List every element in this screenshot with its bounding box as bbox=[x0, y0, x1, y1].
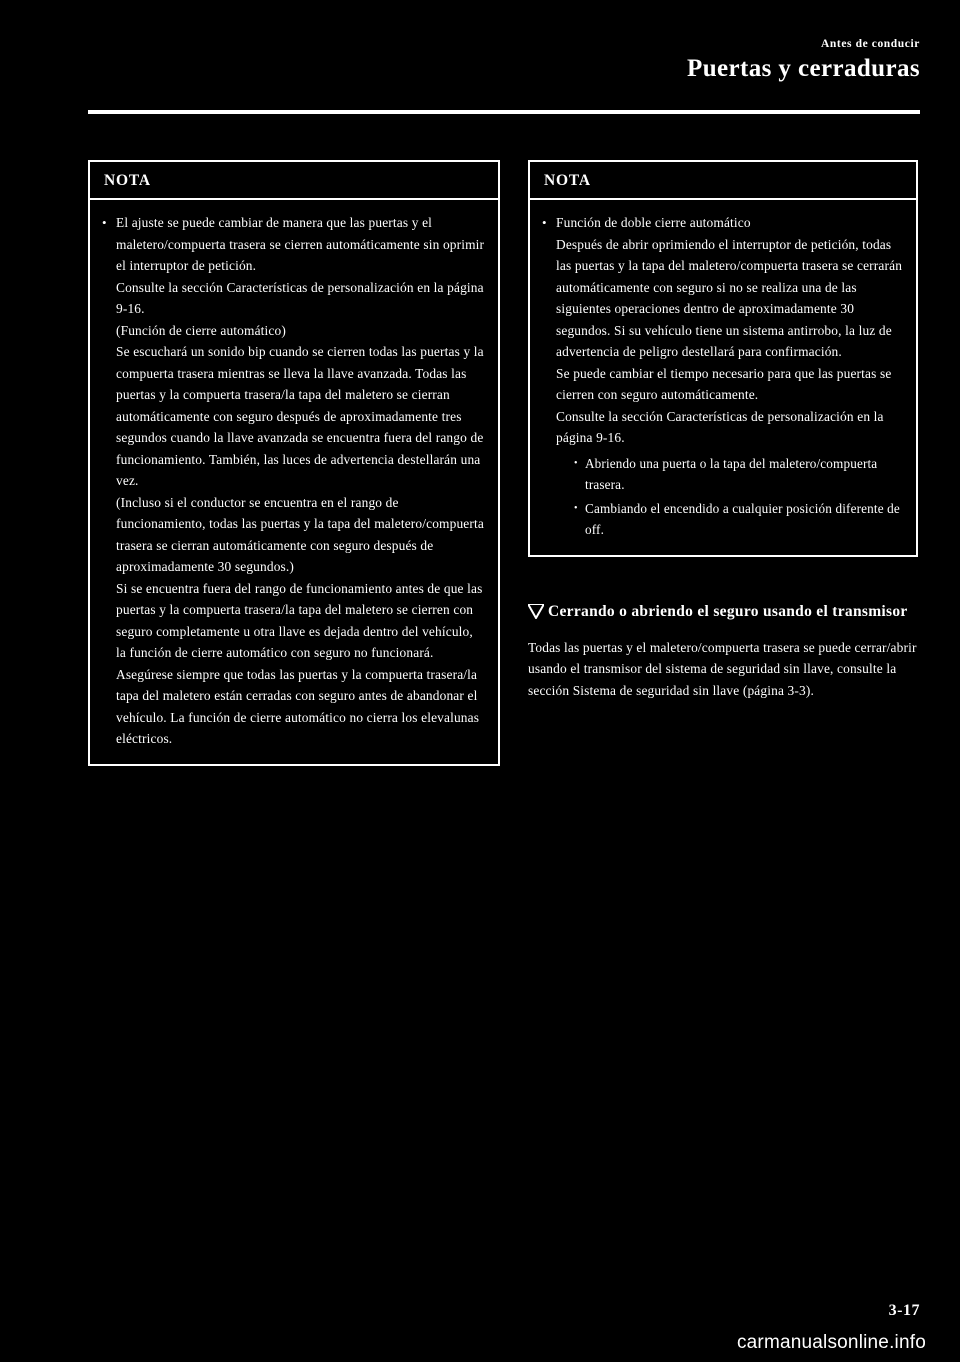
section-paragraph: Todas las puertas y el maletero/compuerta trasera se puede cerrar/abrir usando el transmisor del sistema de seguridad sin llave, consulte la sección Sistema de seguridad sin llave (página 3-3). bbox=[528, 639, 917, 698]
note-paragraph: Consulte la sección Características de personalización en la página 9-16. bbox=[556, 408, 884, 445]
bullet-marker-icon: • bbox=[542, 215, 547, 230]
note-sublist-text: Abriendo una puerta o la tapa del maletero/compuerta trasera. bbox=[585, 455, 878, 492]
note-sublist-item bbox=[574, 498, 904, 541]
left-column bbox=[88, 160, 500, 766]
note-paragraph: Después de abrir oprimiendo el interruptor de petición, todas las puertas y la tapa del maletero/compuerta trasera se cerrarán automáticamente con seguro si no se realiza una de las siguientes operaciones dentro de aproximadamente 30 segundos. Si su vehículo tiene un sistema antirrobo, la luz de advertencia de peligro destellará para confirmación. bbox=[556, 236, 903, 359]
note-paragraph: Se escuchará un sonido bip cuando se cierren todas las puertas y la compuerta trasera mientras se lleva la llave avanzada. Todas las puertas y la compuerta trasera/la tapa del maletero se cierran automáticamente con seguro después de aproximadamente tres segundos cuando la llave avanzada se encuentra fuera del rango de funcionamiento. También, las luces de advertencia destellarán una vez. bbox=[116, 344, 484, 488]
note-sublist bbox=[556, 453, 904, 541]
note-sublist-text: Cambiando el encendido a cualquier posición diferente de off. bbox=[585, 500, 900, 537]
section-header bbox=[528, 601, 918, 623]
bullet-marker-icon: • bbox=[102, 215, 107, 230]
note-bullet-left bbox=[102, 212, 486, 750]
flag-marker-icon bbox=[528, 604, 544, 619]
note-text-left bbox=[116, 212, 486, 750]
sub-bullet-marker-icon: • bbox=[574, 457, 578, 469]
note-body-left bbox=[90, 200, 498, 764]
sub-bullet-marker-icon: • bbox=[574, 502, 578, 514]
note-paragraph: Consulte la sección Características de personalización en la página 9-16. bbox=[116, 279, 484, 316]
section-title: Cerrando o abriendo el seguro usando el transmisor bbox=[548, 602, 908, 620]
note-bullet-right bbox=[542, 212, 904, 541]
section-block bbox=[528, 601, 918, 702]
note-box-right bbox=[528, 160, 918, 557]
page-header bbox=[687, 38, 920, 81]
watermark: carmanualsonline.info bbox=[736, 1332, 926, 1353]
note-paragraph: El ajuste se puede cambiar de manera que las puertas y el maletero/compuerta trasera se cierren automáticamente sin oprimir el interruptor de petición. bbox=[116, 215, 485, 273]
note-paragraph: (Función de cierre automático) bbox=[116, 322, 286, 338]
header-divider bbox=[88, 110, 920, 114]
note-heading-right: NOTA bbox=[530, 162, 916, 200]
note-heading-left: NOTA bbox=[90, 162, 498, 200]
note-paragraph: Función de doble cierre automático bbox=[556, 215, 751, 230]
note-paragraph: Se puede cambiar el tiempo necesario para que las puertas se cierren con seguro automáticamente. bbox=[556, 365, 892, 402]
header-kicker: Antes de conducir bbox=[820, 38, 920, 50]
note-body-right bbox=[530, 200, 916, 555]
note-text-right bbox=[556, 212, 904, 541]
page-title: Puertas y cerraduras bbox=[687, 55, 920, 82]
note-box-left bbox=[88, 160, 500, 766]
right-column bbox=[528, 160, 918, 701]
page-number: 3-17 bbox=[888, 1302, 920, 1319]
note-paragraph: Si se encuentra fuera del rango de funcionamiento antes de que las puertas y la compuerta trasera/la tapa del maletero se cierren con seguro completamente u otra llave es dejada dentro del vehículo, la función de cierre automático con seguro no funcionará. Asegúrese siempre que todas las puertas y la compuerta trasera/la tapa del maletero están cerradas con seguro antes de abandonar el vehículo. La función de cierre automático no cierra los elevalunas eléctricos. bbox=[116, 580, 483, 746]
note-sublist-item bbox=[574, 453, 904, 496]
note-paragraph: (Incluso si el conductor se encuentra en el rango de funcionamiento, todas las puertas y la tapa del maletero/compuerta trasera se cierran automáticamente con seguro después de aproximadamente 30 segundos.) bbox=[116, 494, 484, 574]
